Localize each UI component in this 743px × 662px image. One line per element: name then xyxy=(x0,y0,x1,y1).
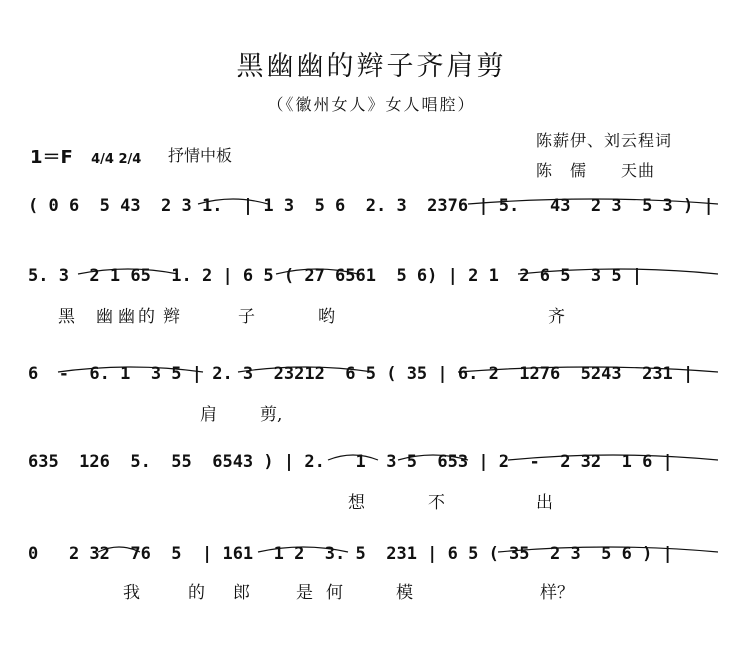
lyric-syllable: 辫 xyxy=(163,307,180,327)
lyric-syllable: 出 xyxy=(536,493,553,513)
lyric-syllable: 剪, xyxy=(260,405,283,425)
lyric-line-5 xyxy=(28,578,728,618)
score-line-1 xyxy=(28,196,728,236)
key-label: 1＝F xyxy=(30,147,73,168)
notation-line-2: 5. 3 2 1 65 1. 2 | 6 5 ( 27 6561 5 6) | 2 1 2 6 5 3 5 | xyxy=(28,266,643,286)
lyric-syllable: 肩 xyxy=(200,405,217,425)
lyric-syllable: 的 xyxy=(188,583,205,603)
score-line-3 xyxy=(28,364,728,404)
lyric-syllable: 想 xyxy=(348,493,365,513)
lyric-syllable: 幽 xyxy=(118,307,135,327)
page-subtitle: （《徽州女人》女人唱腔） xyxy=(267,95,476,114)
page-title: 黑幽幽的辫子齐肩剪 xyxy=(236,51,507,82)
lyric-line-3 xyxy=(28,400,728,440)
lyric-line-4 xyxy=(28,488,728,528)
lyric-syllable: 不 xyxy=(428,493,445,513)
lyric-syllable: 郎 xyxy=(233,583,250,603)
lyric-syllable: 哟 xyxy=(318,307,335,327)
lyric-line-2 xyxy=(28,302,728,342)
lyric-syllable: 模 xyxy=(396,583,413,603)
time-signature: 4/4 2/4 xyxy=(91,152,142,167)
lyric-syllable: 我 xyxy=(123,583,140,603)
composer-credit: 陈 儒 天曲 xyxy=(536,161,656,180)
notation-line-4: 635 126 5. 55 6543 ) | 2. 1 3 5 653 | 2 - 2 32 1 6 | xyxy=(28,452,673,472)
notation-line-3: 6 - 6. 1 3 5 | 2. 3 23212 6 5 ( 35 | 6. 2 1276 5243 231 | xyxy=(28,364,694,384)
tempo-marking: 抒情中板 xyxy=(168,146,233,165)
lyric-syllable: 齐 xyxy=(548,307,565,327)
score-line-2 xyxy=(28,266,728,306)
score-line-4 xyxy=(28,452,728,492)
key-signature xyxy=(30,143,141,169)
lyric-syllable: 的 xyxy=(138,307,155,327)
lyric-syllable: 子 xyxy=(238,307,255,327)
lyricist-credit: 陈薪伊、刘云程词 xyxy=(536,131,673,150)
lyric-syllable: 何 xyxy=(326,583,343,603)
notation-line-1: ( 0 6 5 43 2 3 1. | 1 3 5 6 2. 3 2376 | 5. 43 2 3 5 3 ) | xyxy=(28,196,714,216)
lyric-syllable: 样？ xyxy=(540,583,574,603)
notation-line-5: 0 2 32 76 5 | 161 1 2 3. 5 231 | 6 5 ( 35 2 3 5 6 ) | xyxy=(28,544,673,564)
lyric-syllable: 幽 xyxy=(96,307,113,327)
lyric-syllable: 是 xyxy=(296,583,313,603)
lyric-syllable: 黑 xyxy=(58,307,75,327)
